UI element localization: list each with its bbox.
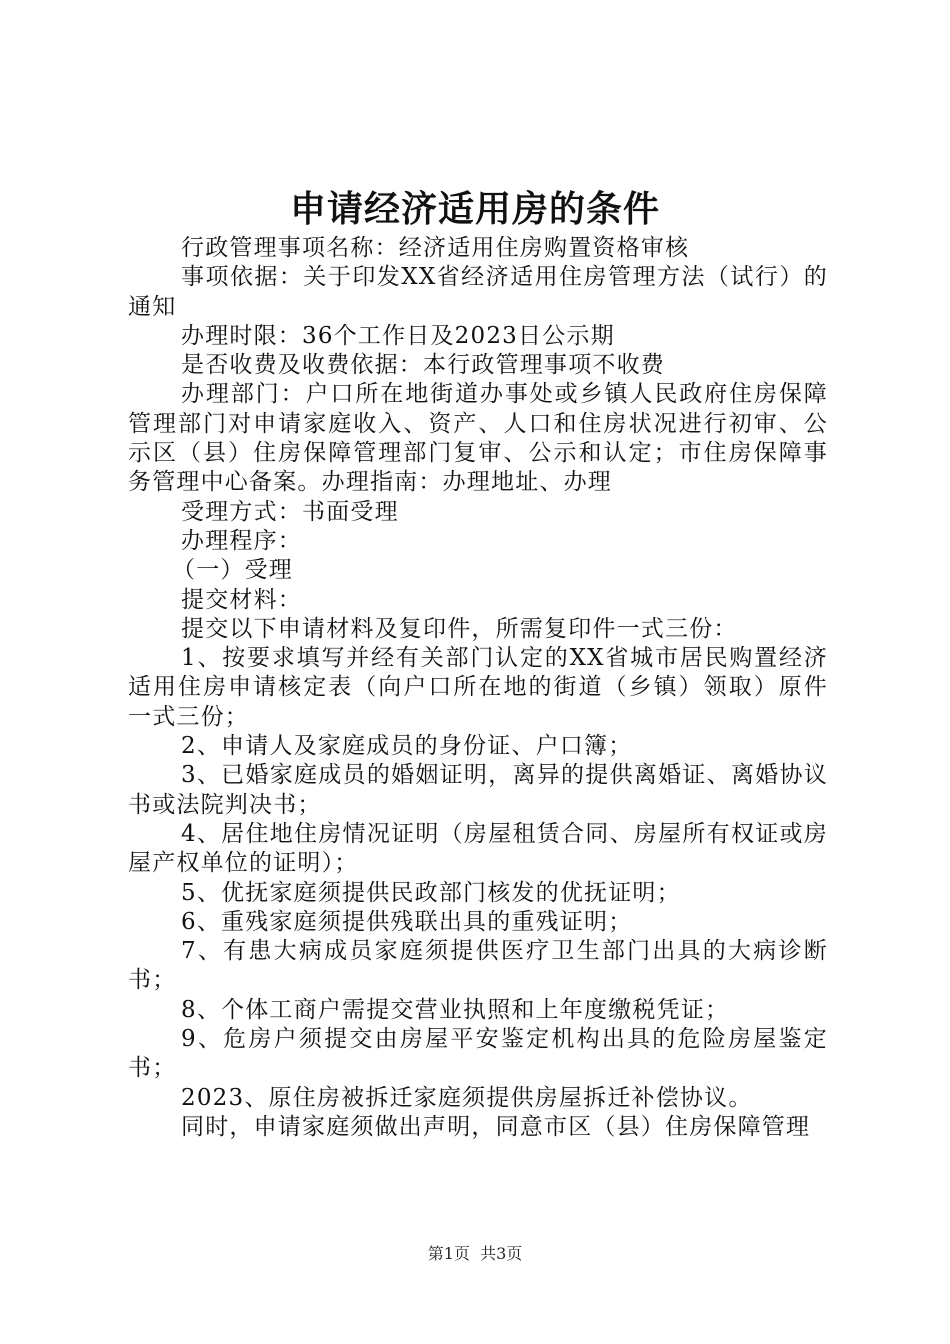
list-item: 3、已婚家庭成员的婚姻证明，离异的提供离婚证、离婚协议书或法院判决书； xyxy=(128,762,828,818)
list-item: 8、个体工商户需提交营业执照和上年度缴税凭证； xyxy=(181,996,730,1023)
list-item: 4、居住地住房情况证明（房屋租赁合同、房屋所有权证或房屋产权单位的证明）； xyxy=(128,820,828,877)
paragraph-step-one: （一）受理 xyxy=(172,557,293,584)
paragraph-department: 办理部门：户口所在地街道办事处或乡镇人民政府住房保障管理部门对申请家庭收入、资产、人口和住房状况进行初审、公示区（县）住房保障管理部门复审、公示和认定；市住房保障事务管理中心备案。办理指南：办理地址、办理 xyxy=(128,381,828,496)
paragraph-procedure: 办理程序： xyxy=(181,527,302,554)
list-item: 2、申请人及家庭成员的身份证、户口簿； xyxy=(181,733,633,760)
paragraph-basis: 事项依据：关于印发XX省经济适用住房管理方法（试行）的通知 xyxy=(128,264,828,320)
paragraph-item-name: 行政管理事项名称：经济适用住房购置资格审核 xyxy=(181,235,690,261)
paragraph-acceptance-method: 受理方式：书面受理 xyxy=(181,498,399,525)
page-title: 申请经济适用房的条件 xyxy=(289,188,660,230)
list-item: 2023、原住房被拆迁家庭须提供房屋拆迁补偿协议。 xyxy=(181,1084,753,1111)
list-item: 5、优抚家庭须提供民政部门核发的优抚证明； xyxy=(181,879,681,906)
list-item: 1、按要求填写并经有关部门认定的XX省城市居民购置经济适用住房申请核定表（向户口所在地的街道（乡镇）领取）原件一式三份； xyxy=(128,645,828,730)
document-body xyxy=(128,234,828,1142)
paragraph-time-limit: 办理时限：36个工作日及2023日公示期 xyxy=(181,322,615,349)
paragraph-declaration: 同时，申请家庭须做出声明，同意市区（县）住房保障管理 xyxy=(181,1113,811,1140)
paragraph-materials-intro: 提交以下申请材料及复印件，所需复印件一式三份： xyxy=(181,615,738,642)
list-item: 9、危房户须提交由房屋平安鉴定机构出具的危险房屋鉴定书； xyxy=(128,1026,828,1082)
paragraph-fee: 是否收费及收费依据：本行政管理事项不收费 xyxy=(181,352,665,379)
paragraph-materials-heading: 提交材料： xyxy=(181,586,302,613)
list-item: 7、有患大病成员家庭须提供医疗卫生部门出具的大病诊断书； xyxy=(128,938,828,994)
page-footer: 第1页 共3页 xyxy=(427,1244,523,1263)
list-item: 6、重残家庭须提供残联出具的重残证明； xyxy=(181,908,633,935)
